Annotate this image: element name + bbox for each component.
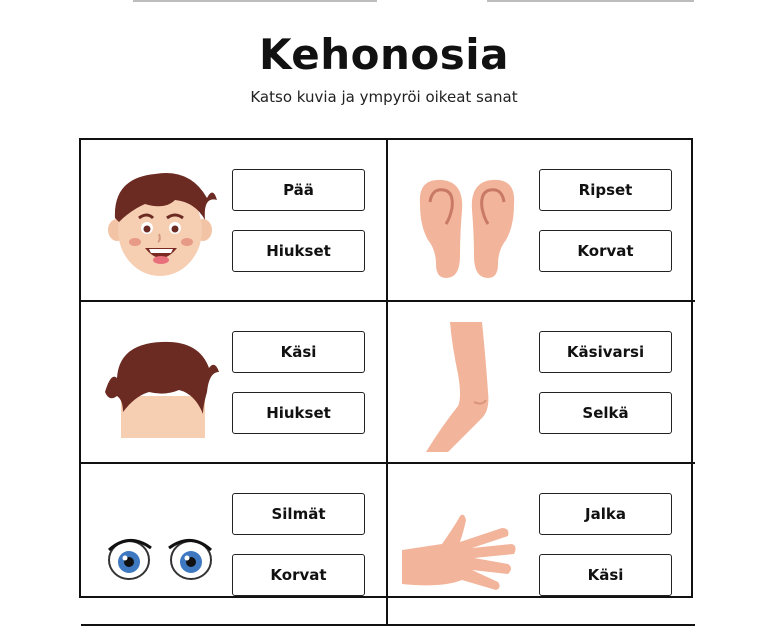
ears-icon — [402, 160, 532, 280]
word-option[interactable]: Käsi — [539, 554, 672, 596]
page-subtitle: Katso kuvia ja ympyröi oikeat sanat — [250, 88, 518, 106]
word-option[interactable]: Käsivarsi — [539, 331, 672, 373]
word-option[interactable]: Ripset — [539, 169, 672, 211]
word-option[interactable]: Pää — [232, 169, 365, 211]
word-option[interactable]: Hiukset — [232, 230, 365, 272]
exercise-card — [81, 302, 388, 464]
hand-icon — [402, 484, 532, 604]
word-option[interactable]: Hiukset — [232, 392, 365, 434]
exercise-card — [388, 140, 695, 302]
hair-icon — [95, 322, 225, 442]
word-option[interactable]: Käsi — [232, 331, 365, 373]
arm-icon — [402, 322, 532, 442]
word-option[interactable]: Korvat — [232, 554, 365, 596]
word-option[interactable]: Selkä — [539, 392, 672, 434]
exercise-card — [388, 464, 695, 626]
top-line-left — [133, 0, 377, 2]
exercise-card — [388, 302, 695, 464]
exercise-card — [81, 140, 388, 302]
exercise-grid — [79, 138, 693, 598]
page-title: Kehonosia — [258, 30, 510, 79]
boy-face-icon — [95, 160, 225, 280]
top-line-right — [487, 0, 694, 2]
word-option[interactable]: Silmät — [232, 493, 365, 535]
eyes-icon — [95, 484, 225, 604]
word-option[interactable]: Korvat — [539, 230, 672, 272]
exercise-card — [81, 464, 388, 626]
word-option[interactable]: Jalka — [539, 493, 672, 535]
